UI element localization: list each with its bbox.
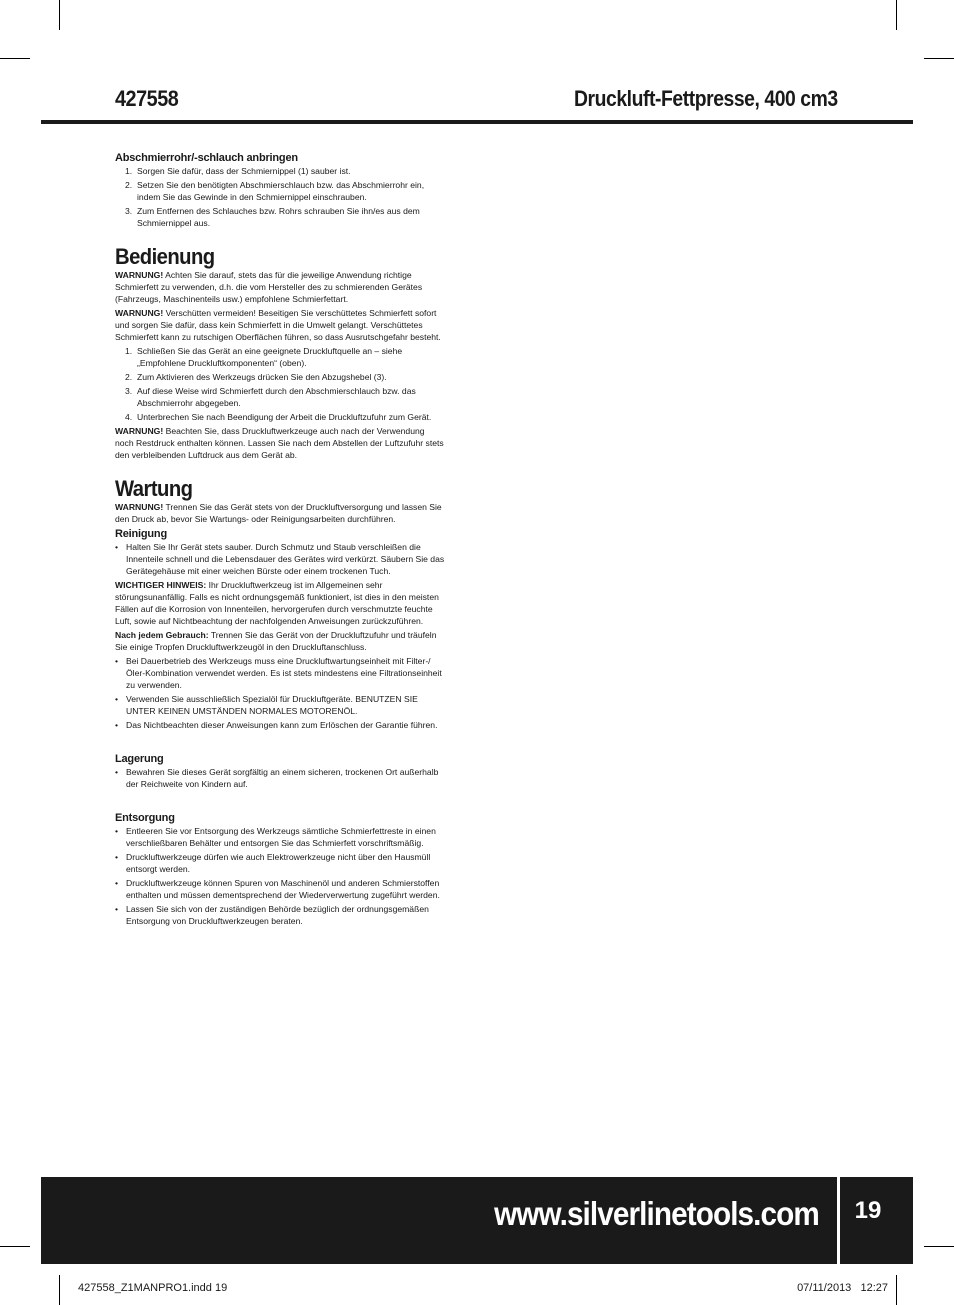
step-number: 2.	[125, 180, 133, 190]
step-text: Auf diese Weise wird Schmierfett durch den Abschmierschlauch bzw. das Abschmierrohr abgegeben.	[137, 386, 416, 408]
list-item: • Druckluftwerkzeuge können Spuren von Maschinenöl und anderen Schmierstoffen enthalten und müssen dementsprechend der Wiederverwertung zugeführt werden.	[115, 877, 445, 901]
maintenance-heading: Wartung	[115, 476, 193, 501]
step-text: Sorgen Sie dafür, dass der Schmiernippel (1) sauber ist.	[137, 166, 351, 176]
list-item: • Bewahren Sie dieses Gerät sorgfältig an einem sicheren, trockenen Ort außerhalb der Reichweite von Kindern auf.	[115, 766, 445, 790]
operation-heading: Bedienung	[115, 244, 215, 269]
step-number: 3.	[125, 386, 133, 396]
crop-mark	[59, 1275, 60, 1305]
important-label: WICHTIGER HINWEIS:	[115, 580, 207, 590]
attach-heading: Abschmierrohr/-schlauch anbringen	[115, 152, 298, 164]
important-paragraph	[115, 579, 445, 627]
warning-text: Verschütten vermeiden! Beseitigen Sie verschüttetes Schmierfett sofort und sorgen Sie dafür, dass kein Schmierfett in die Umwelt gelangt. Verschüttetes Schmierfett kann zu rutschigen Oberflächen führen, so dass Ausrutschgefahr besteht.	[115, 308, 441, 342]
step-number: 3.	[125, 206, 133, 216]
warning-text: Achten Sie darauf, stets das für die jeweilige Anwendung richtige Schmierfett zu verwenden, d.h. die vom Hersteller des zu schmierenden Gerätes (Fahrzeugs, Maschinenteils usw.) empfohlene Schmierfettart.	[115, 270, 423, 304]
step-text: Zum Entfernen des Schlauches bzw. Rohrs schrauben Sie ihn/es aus dem Schmiernippel aus.	[137, 206, 420, 228]
after-use-paragraph	[115, 629, 445, 653]
warning-text: Beachten Sie, dass Druckluftwerkzeuge auch nach der Verwendung noch Restdruck enthalten können. Lassen Sie nach dem Abstellen der Luftzufuhr stets den verbleibenden Luftdruck aus dem Gerät ab.	[115, 426, 444, 460]
storage-heading: Lagerung	[115, 753, 164, 765]
file-slug: 427558_Z1MANPRO1.indd 19	[78, 1282, 228, 1294]
after-use-label: Nach jedem Gebrauch:	[115, 630, 209, 640]
website-link[interactable]: www.silverlinetools.com	[494, 1195, 819, 1232]
list-item	[115, 371, 445, 383]
list-item	[115, 165, 445, 177]
step-text: Setzen Sie den benötigten Abschmierschlauch bzw. das Abschmierrohr ein, indem Sie das Gewinde in den Schmiernippel einschrauben.	[137, 180, 425, 202]
cleaning-list	[115, 541, 445, 577]
crop-mark	[896, 1275, 897, 1305]
main-content	[115, 152, 445, 929]
after-use-text: Trennen Sie das Gerät von der Druckluftzufuhr und träufeln Sie einige Tropfen Druckluftwerkzeugöl in den Druckluftanschluss.	[115, 630, 437, 652]
list-item: • Verwenden Sie ausschließlich Spezialöl für Druckluftgeräte. BENUTZEN SIE UNTER KEINEN UMSTÄNDEN NORMALES MOTORENÖL.	[115, 693, 445, 717]
step-text: Schließen Sie das Gerät an eine geeignete Druckluftquelle an – siehe „Empfohlene Druckluftkomponenten“ (oben).	[137, 346, 403, 368]
important-text: Ihr Druckluftwerkzeug ist im Allgemeinen sehr störungsunanfällig. Falls es nicht ordnungsgemäß funktioniert, ist dies in den meisten Fällen auf die Korrosion von Innenteilen, hervorgerufen durch verschmutzte feuchte Luft, sowie auf Nichtbeachtung der nachfolgenden Anweisungen zurückzuführen.	[115, 580, 439, 626]
crop-mark	[924, 1246, 954, 1247]
list-item	[115, 411, 445, 423]
step-text: Zum Aktivieren des Werkzeugs drücken Sie den Abzugshebel (3).	[137, 372, 387, 382]
header-rule	[41, 120, 913, 124]
step-number: 1.	[125, 346, 133, 356]
step-number: 1.	[125, 166, 133, 176]
list-item: • Das Nichtbeachten dieser Anweisungen kann zum Erlöschen der Garantie führen.	[115, 719, 445, 731]
storage-list	[115, 766, 445, 790]
list-item	[115, 385, 445, 409]
crop-mark	[896, 0, 897, 30]
list-item: • Bei Dauerbetrieb des Werkzeugs muss eine Druckluftwartungseinheit mit Filter-/Öler-Kombination verwendet werden. Es ist stets mindestens eine Filtrationseinheit zu verwenden.	[115, 655, 445, 691]
warning-label: WARNUNG!	[115, 270, 164, 280]
step-text: Unterbrechen Sie nach Beendigung der Arbeit die Druckluftzufuhr zum Gerät.	[137, 412, 432, 422]
crop-mark	[924, 58, 954, 59]
step-number: 4.	[125, 412, 133, 422]
warning-text: Trennen Sie das Gerät stets von der Druckluftversorgung und lassen Sie den Druck ab, bevor Sie Wartungs- oder Reinigungsarbeiten durchführen.	[115, 502, 442, 524]
list-item: • Druckluftwerkzeuge dürfen wie auch Elektrowerkzeuge nicht über den Hausmüll entsorgt werden.	[115, 851, 445, 875]
cleaning-heading: Reinigung	[115, 528, 167, 540]
crop-mark	[0, 58, 30, 59]
list-item: • Lassen Sie sich von der zuständigen Behörde bezüglich der ordnungsgemäßen Entsorgung von Druckluftwerkzeugen beraten.	[115, 903, 445, 927]
list-item	[115, 345, 445, 369]
date-slug: 07/11/2013 12:27	[797, 1282, 888, 1294]
step-number: 2.	[125, 372, 133, 382]
warning-label: WARNUNG!	[115, 502, 164, 512]
list-item	[115, 179, 445, 203]
warning-paragraph	[115, 269, 445, 305]
crop-mark	[0, 1246, 30, 1247]
product-code: 427558	[115, 86, 179, 111]
attach-steps	[115, 165, 445, 229]
list-item: • Entleeren Sie vor Entsorgung des Werkzeugs sämtliche Schmierfettreste in einen verschließbaren Behälter und entsorgen Sie das Schmierfett vorschriftsmäßig.	[115, 825, 445, 849]
operation-steps	[115, 345, 445, 423]
warning-label: WARNUNG!	[115, 308, 164, 318]
warning-paragraph	[115, 307, 445, 343]
page-number: 19	[854, 1197, 882, 1224]
warning-paragraph	[115, 501, 445, 525]
crop-mark	[59, 0, 60, 30]
list-item	[115, 205, 445, 229]
warning-paragraph	[115, 425, 445, 461]
warning-label: WARNUNG!	[115, 426, 164, 436]
page-title: Druckluft-Fettpresse, 400 cm3	[574, 86, 838, 111]
disposal-list	[115, 825, 445, 927]
list-item: • Halten Sie Ihr Gerät stets sauber. Durch Schmutz und Staub verschleißen die Innenteile schnell und die Lebensdauer des Gerätes wird verkürzt. Säubern Sie das Gerätegehäuse mit einer weichen Bürste oder einem trockenen Tuch.	[115, 541, 445, 577]
maintenance-list	[115, 655, 445, 731]
disposal-heading: Entsorgung	[115, 812, 175, 824]
